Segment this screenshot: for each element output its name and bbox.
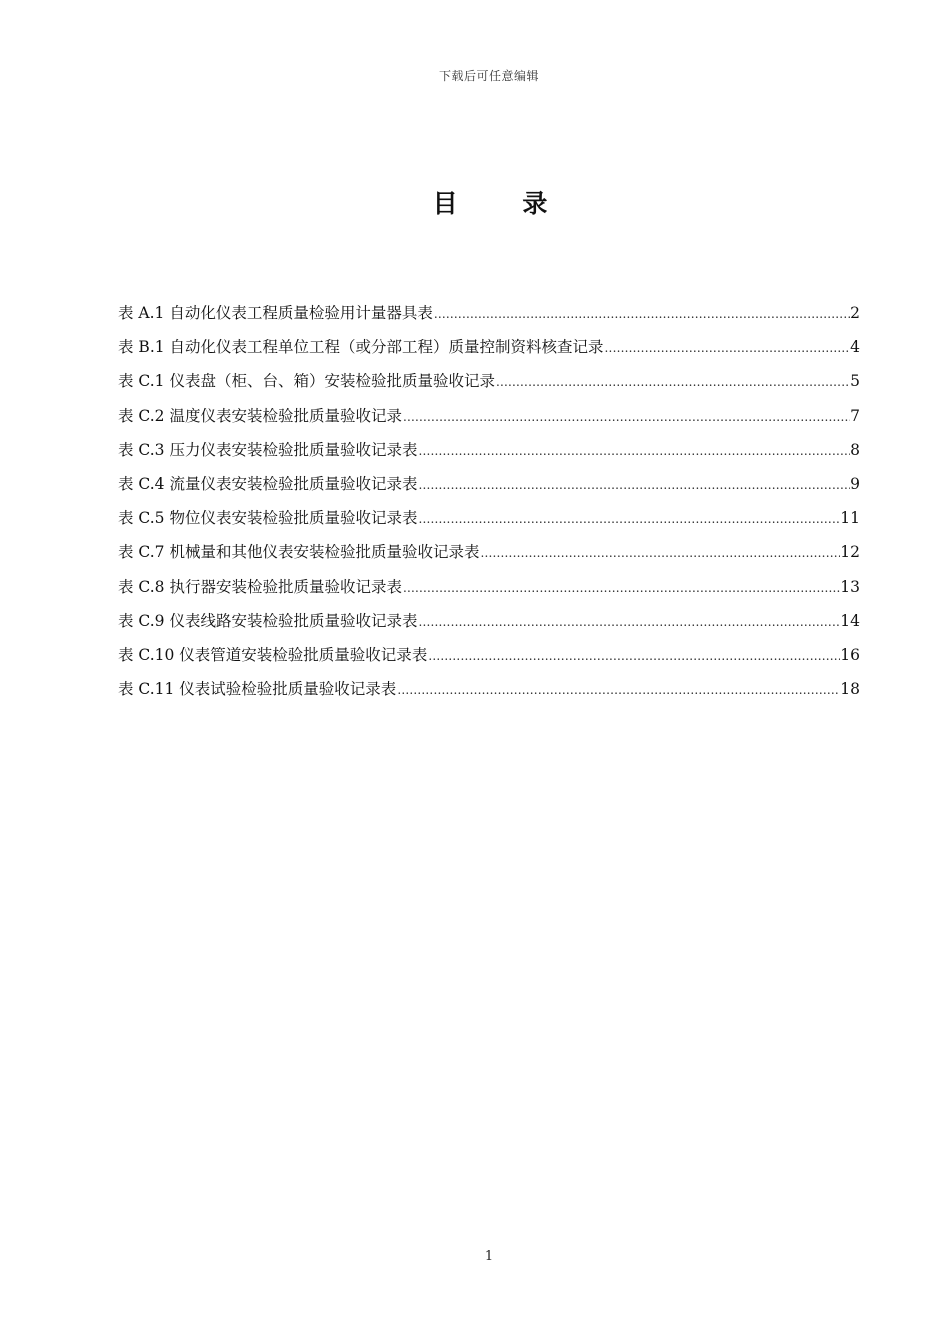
toc-entry[interactable] <box>118 471 860 505</box>
toc-dot-leader <box>397 677 840 703</box>
toc-dot-leader <box>428 643 840 669</box>
toc-entry-page: 9 <box>850 474 860 493</box>
toc-entry-page: 5 <box>850 372 860 391</box>
toc-entry[interactable] <box>118 676 860 710</box>
toc-entry-page: 14 <box>840 611 860 630</box>
toc-entry-label: 表 B.1 自动化仪表工程单位工程（或分部工程）质量控制资料核查记录 <box>118 338 604 357</box>
toc-entry-label: 表 C.2 温度仪表安装检验批质量验收记录 <box>118 406 402 425</box>
toc-dot-leader <box>418 506 840 532</box>
toc-dot-leader <box>403 404 850 430</box>
toc-entry[interactable] <box>118 608 860 642</box>
toc-entry-label: 表 C.1 仪表盘（柜、台、箱）安装检验批质量验收记录 <box>118 372 495 391</box>
toc-entry[interactable] <box>118 539 860 573</box>
toc-entry-label: 表 C.8 执行器安装检验批质量验收记录表 <box>118 577 402 596</box>
toc-entry-label: 表 C.9 仪表线路安装检验批质量验收记录表 <box>118 611 418 630</box>
toc-entry-label: 表 A.1 自动化仪表工程质量检验用计量器具表 <box>118 304 433 322</box>
toc-dot-leader <box>496 369 850 395</box>
toc-entry-page: 13 <box>840 577 860 596</box>
toc-entry-page: 7 <box>850 406 860 425</box>
toc-entry-label: 表 C.3 压力仪表安装检验批质量验收记录表 <box>118 440 418 459</box>
toc-entry-label: 表 C.11 仪表试验检验批质量验收记录表 <box>118 680 397 699</box>
toc-entry-label: 表 C.10 仪表管道安装检验批质量验收记录表 <box>118 645 428 664</box>
toc-dot-leader <box>418 609 840 635</box>
toc-entry-page: 16 <box>840 645 860 664</box>
toc-entry-label: 表 C.7 机械量和其他仪表安装检验批质量验收记录表 <box>118 543 480 562</box>
page-title: 目 录 <box>432 189 576 218</box>
toc-entry-page: 2 <box>850 304 860 322</box>
toc-entry-page: 18 <box>840 680 860 699</box>
toc-entry[interactable] <box>118 505 860 539</box>
toc-dot-leader <box>418 472 850 498</box>
toc-entry-page: 11 <box>840 509 860 528</box>
table-of-contents <box>118 300 860 710</box>
toc-entry[interactable] <box>118 437 860 471</box>
toc-dot-leader <box>434 301 850 327</box>
toc-entry[interactable] <box>118 368 860 402</box>
toc-dot-leader <box>418 438 850 464</box>
toc-dot-leader <box>480 540 840 566</box>
toc-entry[interactable] <box>118 300 860 334</box>
header-note: 下载后可任意编辑 <box>438 69 539 83</box>
toc-dot-leader <box>605 335 851 361</box>
toc-entry-label: 表 C.5 物位仪表安装检验批质量验收记录表 <box>118 509 418 528</box>
toc-entry[interactable] <box>118 642 860 676</box>
page-number: 1 <box>484 1249 494 1264</box>
toc-entry-page: 4 <box>850 338 860 357</box>
toc-entry[interactable] <box>118 334 860 368</box>
toc-entry[interactable] <box>118 403 860 437</box>
toc-dot-leader <box>403 575 840 601</box>
toc-entry-page: 12 <box>840 543 860 562</box>
toc-entry-label: 表 C.4 流量仪表安装检验批质量验收记录表 <box>118 474 418 493</box>
toc-entry[interactable] <box>118 574 860 608</box>
toc-entry-page: 8 <box>850 440 860 459</box>
